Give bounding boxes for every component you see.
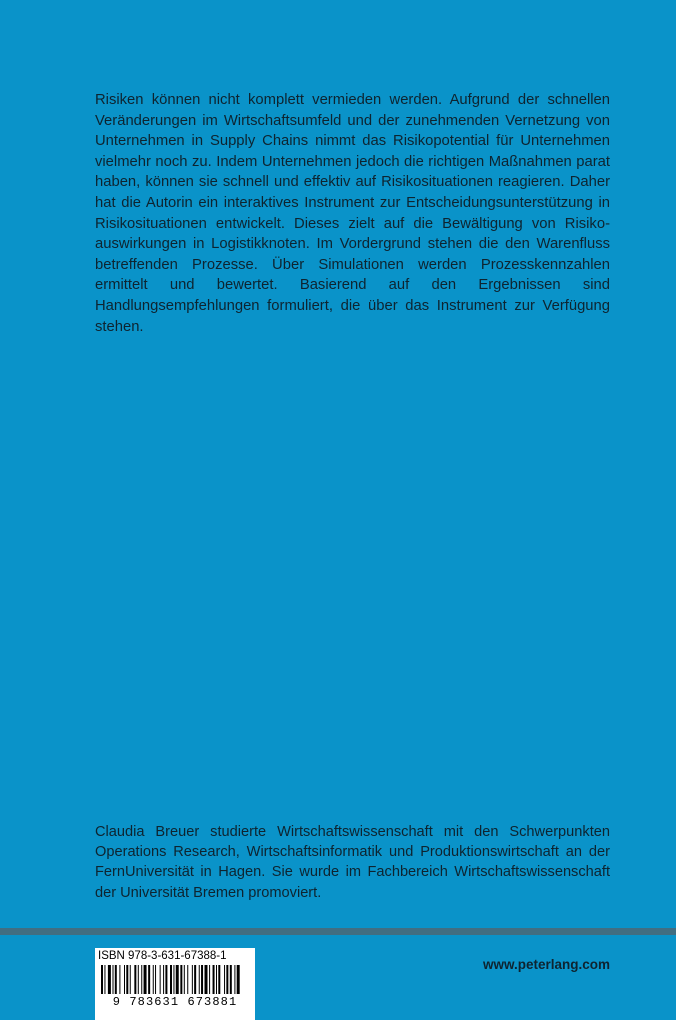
publisher-website: www.peterlang.com [482,957,610,972]
isbn-label: ISBN 978-3-631-67388-1 [98,950,227,962]
divider-bar [0,928,676,935]
isbn-barcode-box [95,948,255,1020]
book-blurb: Risiken können nicht komplett vermieden werden. Aufgrund der schnellen Veränderungen im Wirtschaftsumfeld und der zunehmenden Vernetzung von Unternehmen in Supply Chains nimmt das Risikopotential für Unternehmen vielmehr noch zu. Indem Unternehmen jedoch die richtigen Maßnahmen parat haben, können sie schnell und effektiv auf Risikosituationen reagieren. Daher hat die Autorin ein interaktives Instrument zur Entscheidungsunterstützung in Risikosituationen entwickelt. Dieses zielt auf die Bewältigung von Risikoauswirkungen in Logistikknoten. Im Vordergrund stehen die den Warenfluss betreffenden Prozesse. Über Simulationen werden Prozesskennzahlen ermittelt und bewertet. Basierend auf den Ergebnissen sind Handlungsempfehlungen formuliert, die über das Instrument zur Verfügung stehen. [95,92,610,335]
barcode-digits: 9 783631 673881 [95,994,255,1010]
author-bio: Claudia Breuer studierte Wirtschaftswissenschaft mit den Schwerpunkten Operations Research, Wirtschaftsinformatik und Produktionswirtschaft an der FernUniversität in Hagen. Sie wurde im Fachbereich Wirtschaftswissenschaft der Universität Bremen promoviert. [95,824,610,901]
